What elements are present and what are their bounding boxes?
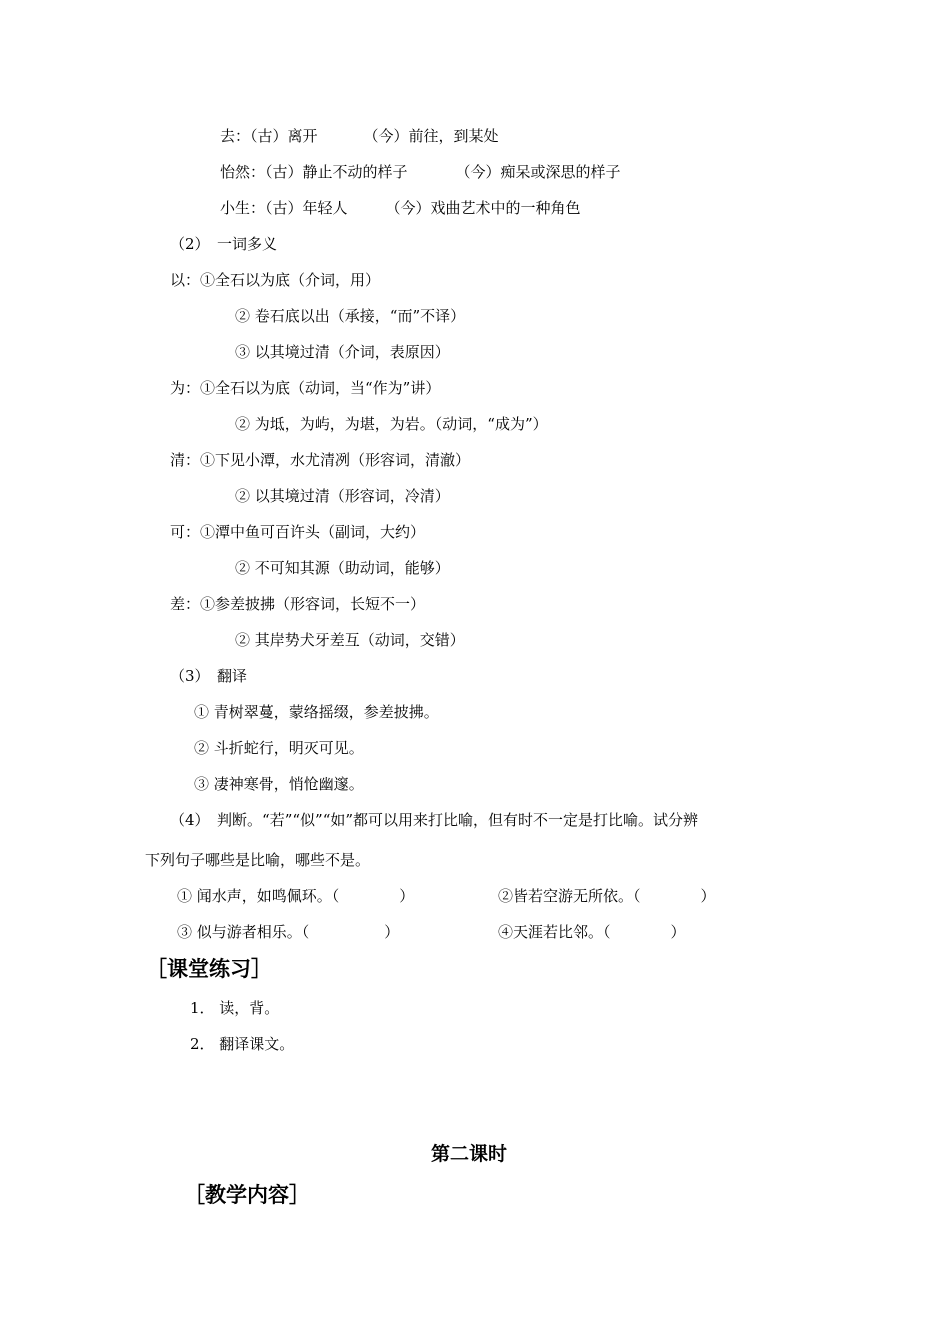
gujin-row: [220, 198, 581, 218]
gujin-old: （古）静止不动的样子: [265, 163, 408, 181]
judge-question: ③ 似与游者相乐。（ ）: [177, 923, 400, 941]
gujin-now: （今）痴呆或深思的样子: [455, 163, 621, 181]
gujin-old: （古）离开: [250, 127, 318, 145]
polysemy-line: 清：①下见小潭，水尤清冽（形容词，清澈）: [170, 451, 471, 469]
section-text: 下列句子哪些是比喻，哪些不是。: [145, 851, 371, 869]
section-title: （3） 翻译: [170, 667, 248, 685]
polysemy-line: ② 卷石底以出（承接，“而”不译）: [235, 307, 466, 325]
polysemy-line: ② 为坻，为屿，为堪，为岩。（动词，“成为”）: [235, 415, 548, 433]
gujin-now: （今）前往，到某处: [363, 127, 499, 145]
gujin-now: （今）戏曲艺术中的一种角色: [385, 199, 581, 217]
polysemy-line: 为：①全石以为底（动词，当“作为”讲）: [170, 379, 441, 397]
judge-question: ②皆若空游无所依。（ ）: [498, 887, 716, 905]
judge-question: ④天涯若比邻。（ ）: [498, 923, 686, 941]
gujin-word: 怡然：: [220, 163, 266, 181]
translation-line: ② 斗折蛇行，明灭可见。: [194, 739, 364, 757]
gujin-word: 小生：: [220, 199, 266, 217]
lesson-title: 第二课时: [431, 1143, 508, 1165]
polysemy-line: ② 不可知其源（助动词，能够）: [235, 559, 450, 577]
gujin-old: （古）年轻人: [265, 199, 348, 217]
polysemy-line: ③ 以其境过清（介词，表原因）: [235, 343, 450, 361]
polysemy-line: 以：①全石以为底（介词，用）: [170, 271, 381, 289]
translation-line: ① 青树翠蔓，蒙络摇缀，参差披拂。: [194, 703, 439, 721]
polysemy-line: 差：①参差披拂（形容词，长短不一）: [170, 595, 426, 613]
section-title: （4） 判断。“若”“似”“如”都可以用来打比喻，但有时不一定是打比喻。试分辨: [170, 811, 699, 829]
polysemy-line: ② 以其境过清（形容词，冷清）: [235, 487, 450, 505]
judge-question: ① 闻水声，如鸣佩环。（ ）: [177, 887, 415, 905]
gujin-row: [220, 162, 621, 182]
practice-item: 2． 翻译课文。: [190, 1035, 295, 1053]
section-title: （2） 一词多义: [170, 235, 278, 253]
gujin-row: [220, 126, 499, 146]
content-heading: ［教学内容］: [184, 1183, 310, 1207]
polysemy-line: 可：①潭中鱼可百许头（副词，大约）: [170, 523, 426, 541]
practice-heading: ［课堂练习］: [146, 957, 272, 981]
translation-line: ③ 凄神寒骨，悄怆幽邃。: [194, 775, 364, 793]
practice-item: 1． 读，背。: [190, 999, 280, 1017]
gujin-word: 去：: [220, 127, 251, 145]
polysemy-line: ② 其岸势犬牙差互（动词，交错）: [235, 631, 465, 649]
